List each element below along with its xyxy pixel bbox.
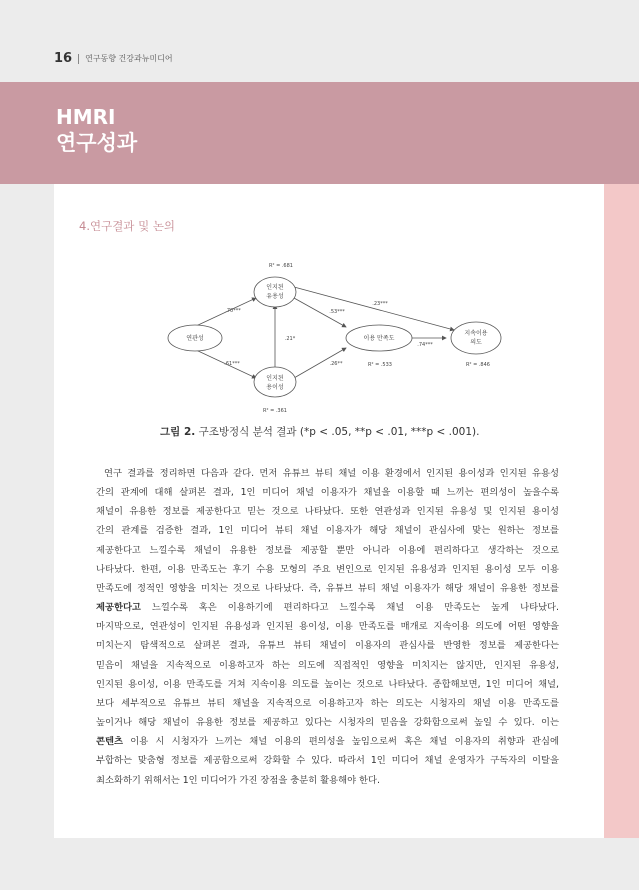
body-line: 미치는지 탐색적으로 살펴본 결과, 유튜브 뷰티 채널이 이용자의 관심사를 반영한 정보를 제공한다는 [96,640,559,652]
body-line: 간의 관계를 검증한 결과, 1인 미디어 뷰티 채널 이용자가 해당 채널이 관심사에 맞는 원하는 정보를 [96,525,559,537]
r2-intent: R² = .846 [466,362,490,368]
coef-useful-satisfaction: .53*** [329,309,345,315]
figure-caption [160,424,479,439]
body-line: 부합하는 맞춤형 정보를 제공함으로써 강화할 수 있다. 따라서 1인 미디어 채널 운영자가 구독자의 이탈을 [96,755,559,767]
sem-path-diagram [160,256,505,416]
body-line: 간의 관계에 대해 살펴본 결과, 1인 미디어 채널 이용자가 채널을 이용할 때 느끼는 편의성이 높을수록 [96,487,559,499]
body-line: 인지된 용이성, 이용 만족도를 거쳐 지속이용 의도를 높이는 것으로 나타났다. 종합해보면, 1인 미디어 채널, [96,678,559,690]
node-useful [254,277,296,307]
section-heading: 4.연구결과 및 논의 [79,219,176,233]
body-line: 마지막으로, 연관성이 인지된 유용성과 인지된 용이성, 이용 만족도를 매개로 지속이용 의도에 어떤 영향을 [96,621,559,633]
node-ease-label-2: 용이성 [266,384,284,391]
body-line-rest: 느낄수록 혹은 이용하기에 편리하다고 느낄수록 채널 이용 만족도는 높게 나타났다. [140,602,559,614]
banner-title-line1: HMRI [56,105,116,129]
page-number: 16 [54,51,73,66]
r2-satisfaction: R² = .533 [368,362,392,368]
coef-ease-useful: .21* [284,336,296,342]
body-line: 최소화하기 위해서는 1인 미디어가 가진 장점을 충분히 활용해야 한다. [96,774,380,786]
coef-usage-ease: .61*** [224,361,240,367]
body-line: 나타났다. 한편, 이용 만족도는 후기 수용 모형의 주요 변인으로 인지된 유용성과 인지된 용이성 모두 이용 [96,563,559,575]
node-intent [451,322,501,354]
body-paragraph [96,464,559,790]
coef-ease-satisfaction: .26** [329,361,343,367]
body-line [96,732,559,751]
body-line: 연구 결과를 정리하면 다음과 같다. 먼저 유튜브 뷰티 채널 이용 환경에서 인지된 용이성과 인지된 유용성 [104,468,559,479]
body-line [96,598,559,617]
node-useful-label-1: 인지된 [266,284,284,291]
node-usage-label: 연관성 [186,335,204,342]
running-header [54,51,173,66]
side-accent-bar [604,184,639,838]
body-line: 보다 세부적으로 유튜브 뷰티 채널을 지속적으로 이용하고자 하는 의도는 시청자의 채널 이용 만족도를 [96,697,559,709]
body-line: 높이거나 해당 채널이 유용한 정보를 제공하고 있다는 시청자의 믿음을 강화함으로써 높일 수 있다. 이는 [96,717,559,729]
node-intent-label-1: 지속이용 [464,330,488,337]
figure-label: 그림 2. [160,426,196,438]
publication-title: 연구동향 건강과뉴미디어 [85,54,173,63]
coef-useful-intent: .23*** [372,301,388,307]
node-ease-label-1: 인지된 [266,375,284,382]
figure-caption-text: 구조방정식 분석 결과 (*p < .05, **p < .01, ***p < .001). [195,426,480,438]
body-line: 만족도에 정적인 영향을 미치는 것으로 나타났다. 즉, 유튜브 뷰티 채널 이용자가 해당 채널이 유용한 정보를 [96,582,559,594]
body-emphasis: 콘텐츠 [96,736,123,748]
r2-useful: R² = .681 [269,263,293,269]
body-line: 채널이 유용한 정보를 제공한다고 믿는 것으로 나타났다. 또한 연관성과 인지된 유용성 및 인지된 용이성 [96,506,559,518]
banner-title-line2: 연구성과 [56,131,138,155]
coef-satisfaction-intent: .74*** [417,342,433,348]
node-ease [254,367,296,397]
node-useful-label-2: 유용성 [266,293,284,300]
node-intent-label-2: 의도 [470,339,482,346]
path-useful-intent [294,287,454,330]
body-emphasis: 제공한다고 [96,602,141,614]
body-line-rest: 이용 시 시청자가 느끼는 채널 이용의 편의성을 높임으로써 혹은 채널 이용자의 취향과 관심에 [122,736,559,748]
body-line: 제공한다고 느낄수록 채널이 유용한 정보를 제공할 뿐만 아니라 이용에 편리하다고 생각하는 것으로 [96,544,559,556]
coef-usage-useful: .70*** [225,308,241,314]
body-line: 믿음이 채널을 지속적으로 이용하고자 하는 의도에 직접적인 영향을 미치지는 않지만, 인지된 유용성, [96,659,559,671]
node-satisfaction-label: 이용 만족도 [363,335,395,342]
header-divider [78,54,79,64]
r2-ease: R² = .361 [263,408,287,414]
banner-title [56,104,137,156]
